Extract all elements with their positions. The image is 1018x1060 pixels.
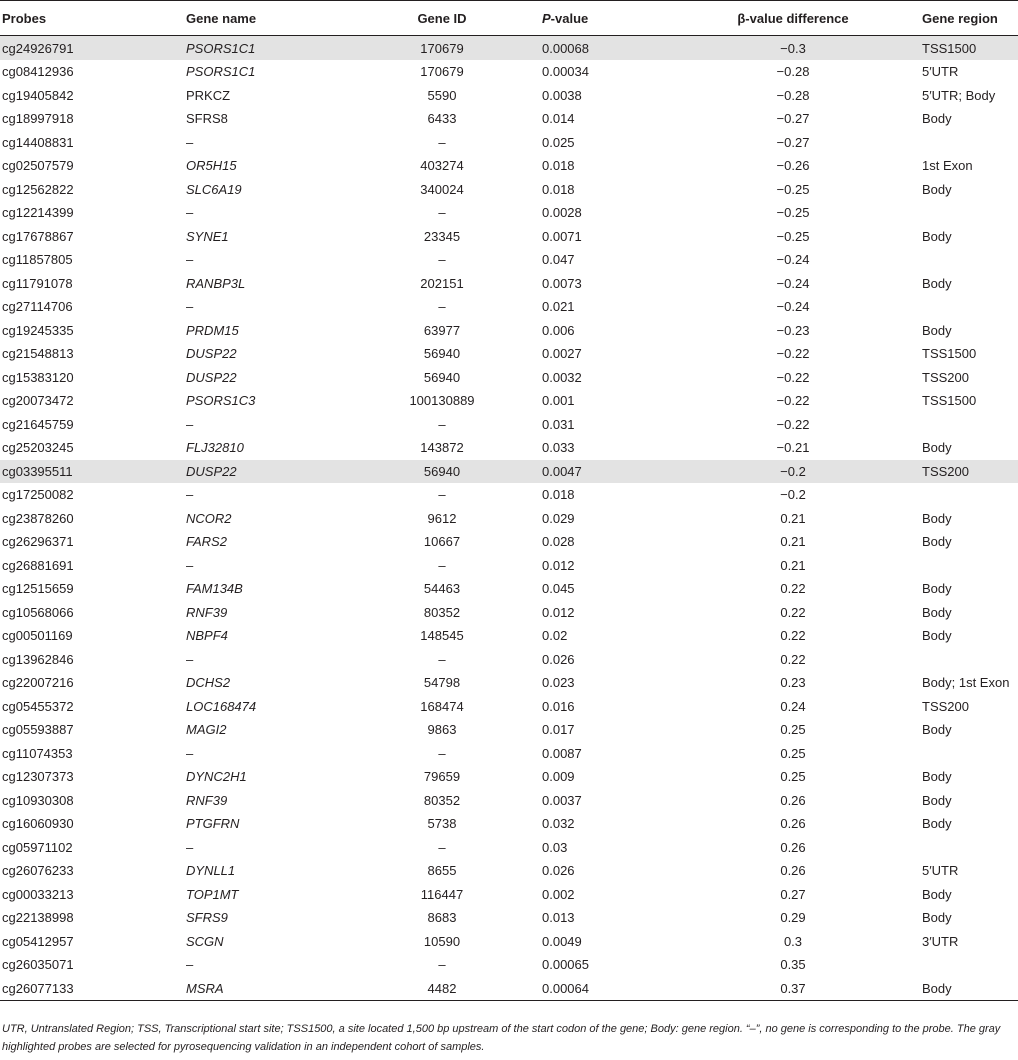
cell-beta-diff: 0.29: [780, 910, 806, 926]
cell-probe: cg00501169: [2, 628, 73, 644]
cell-gene-id: –: [438, 957, 446, 973]
cell-gene-region: 1st Exon: [922, 158, 973, 174]
cell-beta-diff: −0.28: [776, 87, 810, 103]
cell-probe: cg25203245: [2, 440, 74, 456]
cell-gene-id: 8655: [427, 863, 457, 879]
cell-p-value: 0.028: [542, 534, 575, 550]
cell-gene-id: 9863: [427, 722, 457, 738]
cell-gene-region: TSS1500: [922, 346, 977, 362]
cell-gene-id: –: [438, 651, 446, 667]
cell-beta-diff: 0.24: [780, 698, 806, 714]
cell-gene-region: Body; 1st Exon: [922, 675, 1010, 691]
cell-gene-name: –: [186, 957, 194, 973]
cell-p-value: 0.014: [542, 111, 575, 127]
cell-gene-region: TSS200: [922, 369, 969, 385]
cell-probe: cg10930308: [2, 792, 74, 808]
cell-beta-diff: 0.25: [780, 722, 806, 738]
cell-gene-id: 4482: [344, 977, 540, 1001]
cell-gene-id: 56940: [423, 369, 461, 385]
cell-probe: cg11857805: [2, 252, 73, 268]
table-row: [0, 131, 1018, 155]
table-row: [0, 413, 1018, 437]
cell-gene-region: [918, 413, 1018, 437]
cell-gene-id: 116447: [420, 886, 464, 902]
cell-gene-region: [918, 953, 1018, 977]
cell-p-value: 0.001: [542, 393, 575, 409]
cell-gene-name: SFRS8: [186, 111, 228, 127]
cell-gene-name: –: [186, 839, 194, 855]
cell-gene-region: Body: [922, 792, 952, 808]
cell-probe: cg21645759: [2, 416, 74, 432]
cell-gene-region: Body: [922, 322, 952, 338]
cell-beta-diff: 0.26: [780, 839, 806, 855]
cell-gene-id: 63977: [423, 322, 461, 338]
cell-gene-name: MAGI2: [186, 722, 227, 738]
table-row: [0, 36, 1018, 61]
cell-probe: cg12562822: [2, 181, 74, 197]
cell-gene-name: –: [186, 745, 194, 761]
cell-gene-name: FARS2: [186, 534, 227, 550]
cell-p-value: 0.025: [542, 134, 575, 150]
cell-gene-id: 8683: [427, 910, 457, 926]
cell-gene-region: [918, 295, 1018, 319]
cell-gene-id: 148545: [420, 628, 464, 644]
cell-gene-id: 143872: [420, 440, 464, 456]
cell-probe: cg26296371: [2, 534, 74, 550]
cell-p-value: 0.031: [542, 416, 575, 432]
cell-gene-id: 5590: [427, 87, 457, 103]
cell-gene-region: [918, 742, 1018, 766]
cell-beta-diff: 0.35: [780, 957, 806, 973]
table-row: [0, 295, 1018, 319]
cell-p-value: 0.0038: [542, 87, 582, 103]
cell-probe: cg23878260: [2, 510, 74, 526]
cell-probe: cg02507579: [2, 158, 74, 174]
cell-beta-diff: 0.26: [780, 863, 806, 879]
table-row: [0, 84, 1018, 108]
cell-gene-id: 100130889: [409, 393, 475, 409]
table-row: [0, 154, 1018, 178]
cell-gene-region: [918, 201, 1018, 225]
cell-gene-region: 5′UTR: [922, 64, 959, 80]
table-row: [0, 272, 1018, 296]
header-gene-name: Gene name: [184, 1, 344, 36]
cell-probe: cg12307373: [2, 769, 74, 785]
table-footnote: UTR, Untranslated Region; TSS, Transcriptional start site; TSS1500, a site located 1,500 bp upstream of the start codon of the gene; Body: gene region. “–”, no gene is corresponding to the probe. The gray highlighted probes are selected for pyrosequencing validation in an independent cohort of samples.: [2, 1023, 1001, 1053]
cell-gene-region: Body: [918, 977, 1018, 1001]
cell-gene-name: RNF39: [186, 792, 228, 808]
cell-beta-diff: 0.26: [780, 792, 806, 808]
cell-probe: cg12515659: [2, 581, 74, 597]
cell-beta-diff: −0.25: [776, 205, 810, 221]
cell-beta-diff: −0.24: [776, 275, 810, 291]
cell-beta-diff: −0.27: [776, 134, 810, 150]
cell-beta-diff: 0.3: [783, 933, 803, 949]
cell-gene-region: [918, 131, 1018, 155]
table-row: [0, 342, 1018, 366]
cell-gene-region: Body: [922, 604, 952, 620]
cell-p-value: 0.00065: [542, 957, 589, 973]
cell-p-value: 0.033: [542, 440, 575, 456]
cell-gene-region: Body: [922, 769, 952, 785]
cell-beta-diff: 0.23: [780, 675, 806, 691]
cell-beta-diff: −0.28: [776, 64, 810, 80]
cell-gene-region: Body: [922, 628, 952, 644]
cell-beta-diff: 0.22: [780, 581, 806, 597]
cell-p-value: 0.0073: [542, 275, 582, 291]
cell-gene-id: –: [438, 839, 446, 855]
cell-probe: cg18997918: [2, 111, 74, 127]
table-row: [0, 178, 1018, 202]
cell-gene-region: TSS1500: [922, 393, 977, 409]
cell-p-value: 0.00068: [540, 36, 668, 61]
cell-beta-diff: 0.21: [780, 510, 806, 526]
table-row: [0, 977, 1018, 1001]
cell-probe: cg27114706: [2, 299, 73, 315]
cell-gene-name: –: [186, 557, 194, 573]
cell-beta-diff: 0.22: [780, 651, 806, 667]
cell-gene-id: –: [438, 745, 446, 761]
cell-gene-name: TOP1MT: [186, 886, 239, 902]
cell-p-value: 0.0037: [542, 792, 582, 808]
cell-gene-region: TSS1500: [918, 36, 1018, 61]
table-row: [0, 718, 1018, 742]
table-row: [0, 836, 1018, 860]
cell-beta-diff: −0.22: [776, 346, 810, 362]
cell-beta-diff: 0.27: [780, 886, 806, 902]
cell-gene-name: PRDM15: [186, 322, 239, 338]
cell-probe: cg05412957: [2, 933, 74, 949]
cell-probe: cg08412936: [2, 64, 74, 80]
cell-beta-diff: 0.37: [668, 977, 918, 1001]
cell-gene-name: FLJ32810: [186, 440, 244, 456]
cell-p-value: 0.045: [542, 581, 575, 597]
table-row: [0, 601, 1018, 625]
cell-gene-id: –: [438, 299, 446, 315]
cell-beta-diff: −0.25: [776, 228, 810, 244]
cell-p-value: 0.0071: [542, 228, 582, 244]
cell-p-value: 0.00034: [542, 64, 589, 80]
table-row: [0, 460, 1018, 484]
cell-gene-name: PRKCZ: [186, 87, 231, 103]
cell-gene-name: DUSP22: [184, 460, 344, 484]
cell-gene-name: PTGFRN: [186, 816, 240, 832]
cell-gene-region: [918, 648, 1018, 672]
cell-beta-diff: −0.22: [776, 393, 810, 409]
cell-gene-name: –: [186, 416, 194, 432]
cell-p-value: 0.023: [542, 675, 575, 691]
cell-gene-region: Body: [922, 534, 952, 550]
cell-probe: cg26035071: [2, 957, 74, 973]
cell-p-value: 0.018: [542, 181, 575, 197]
cell-gene-region: [918, 836, 1018, 860]
cell-gene-name: MSRA: [184, 977, 344, 1001]
cell-gene-name: DUSP22: [186, 346, 237, 362]
cell-gene-name: LOC168474: [186, 698, 257, 714]
cell-gene-id: –: [438, 252, 446, 268]
cell-beta-diff: −0.22: [776, 416, 810, 432]
cell-gene-id: –: [438, 205, 446, 221]
cell-gene-name: PSORS1C1: [184, 36, 344, 61]
header-gene-id: Gene ID: [344, 1, 540, 36]
cell-gene-name: PSORS1C3: [186, 393, 256, 409]
header-p-value: [540, 1, 668, 36]
cell-p-value: 0.026: [542, 863, 575, 879]
header-p-value-suffix: -value: [550, 10, 589, 26]
cell-gene-id: 56940: [423, 346, 461, 362]
cell-p-value: 0.018: [542, 158, 575, 174]
cell-gene-region: Body: [922, 275, 952, 291]
cell-gene-region: [918, 483, 1018, 507]
cell-gene-region: Body: [922, 722, 952, 738]
cell-gene-id: 10590: [423, 933, 461, 949]
cell-gene-name: SFRS9: [186, 910, 228, 926]
header-gene-region: Gene region: [918, 1, 1018, 36]
cell-gene-region: Body: [922, 816, 952, 832]
cell-probe: cg05971102: [2, 839, 73, 855]
cell-probe: cg14408831: [2, 134, 74, 150]
cell-p-value: 0.00064: [540, 977, 668, 1001]
cell-gene-id: 168474: [420, 698, 464, 714]
cell-beta-diff: −0.22: [776, 369, 810, 385]
table-header-row: [0, 1, 1018, 36]
cell-gene-id: –: [438, 487, 446, 503]
cell-beta-diff: 0.21: [780, 557, 806, 573]
cell-gene-name: –: [186, 299, 194, 315]
cell-gene-id: 80352: [423, 604, 461, 620]
cell-gene-name: –: [186, 134, 194, 150]
cell-gene-name: DYNLL1: [186, 863, 236, 879]
cell-probe: cg00033213: [2, 886, 74, 902]
cell-gene-region: Body: [922, 581, 952, 597]
cell-probe: cg21548813: [2, 346, 74, 362]
cell-p-value: 0.0049: [542, 933, 582, 949]
cell-probe: cg05593887: [2, 722, 74, 738]
cell-probe: cg17678867: [2, 228, 74, 244]
table-row: [0, 812, 1018, 836]
cell-gene-name: FAM134B: [186, 581, 243, 597]
cell-gene-id: 79659: [423, 769, 461, 785]
table-row: [0, 389, 1018, 413]
cell-probe: cg26076233: [2, 863, 74, 879]
table-row: [0, 953, 1018, 977]
cell-beta-diff: 0.22: [780, 604, 806, 620]
table-row: [0, 530, 1018, 554]
cell-gene-id: 5738: [427, 816, 457, 832]
cell-probe: cg20073472: [2, 393, 74, 409]
cell-p-value: 0.0027: [542, 346, 582, 362]
cell-p-value: 0.012: [542, 604, 575, 620]
cell-probe: cg19245335: [2, 322, 74, 338]
table-row: [0, 624, 1018, 648]
cell-beta-diff: 0.25: [780, 745, 806, 761]
header-probes: Probes: [0, 1, 184, 36]
cell-gene-name: SYNE1: [186, 228, 229, 244]
cell-gene-name: RNF39: [186, 604, 228, 620]
cell-p-value: 0.0047: [540, 460, 668, 484]
cell-gene-name: RANBP3L: [186, 275, 246, 291]
cell-beta-diff: −0.2: [780, 487, 806, 503]
cell-p-value: 0.0028: [542, 205, 582, 221]
cell-p-value: 0.016: [542, 698, 575, 714]
cell-gene-id: 80352: [423, 792, 461, 808]
cell-gene-id: –: [438, 416, 446, 432]
cell-gene-id: 10667: [423, 534, 461, 550]
cell-p-value: 0.03: [542, 839, 568, 855]
table-body: [0, 36, 1018, 1001]
cell-gene-region: [918, 554, 1018, 578]
cell-p-value: 0.006: [542, 322, 575, 338]
table-row: [0, 859, 1018, 883]
cell-p-value: 0.02: [542, 628, 568, 644]
cell-gene-region: Body: [922, 440, 952, 456]
cell-gene-name: OR5H15: [186, 158, 237, 174]
cell-gene-name: NCOR2: [186, 510, 232, 526]
cell-gene-region: Body: [922, 228, 952, 244]
cell-gene-region: Body: [922, 181, 952, 197]
table-row: [0, 671, 1018, 695]
table-row: [0, 930, 1018, 954]
cell-beta-diff: −0.24: [776, 299, 810, 315]
cell-beta-diff: −0.27: [776, 111, 810, 127]
cell-p-value: 0.0087: [542, 745, 582, 761]
cell-gene-id: 23345: [423, 228, 461, 244]
cell-probe: cg26077133: [0, 977, 184, 1001]
table-row: [0, 789, 1018, 813]
table-row: [0, 436, 1018, 460]
cell-p-value: 0.021: [542, 299, 575, 315]
cell-p-value: 0.047: [542, 252, 575, 268]
cell-probe: cg12214399: [2, 205, 74, 221]
cell-p-value: 0.029: [542, 510, 575, 526]
cell-beta-diff: −0.3: [668, 36, 918, 61]
table-row: [0, 577, 1018, 601]
cell-probe: cg03395511: [0, 460, 184, 484]
cell-gene-id: 170679: [344, 36, 540, 61]
cell-probe: cg15383120: [2, 369, 74, 385]
cell-p-value: 0.017: [542, 722, 575, 738]
table-row: [0, 507, 1018, 531]
cell-gene-name: –: [186, 487, 194, 503]
cell-probe: cg10568066: [2, 604, 74, 620]
header-p-value-italic: P: [542, 10, 551, 26]
table-row: [0, 883, 1018, 907]
cell-probe: cg19405842: [2, 87, 74, 103]
cell-p-value: 0.012: [542, 557, 575, 573]
table-row: [0, 60, 1018, 84]
table-row: [0, 319, 1018, 343]
cell-gene-id: 54463: [423, 581, 461, 597]
table-row: [0, 483, 1018, 507]
cell-gene-region: [918, 248, 1018, 272]
cell-gene-region: Body: [922, 111, 952, 127]
cell-beta-diff: −0.25: [776, 181, 810, 197]
cell-beta-diff: 0.25: [780, 769, 806, 785]
cell-gene-name: –: [186, 205, 194, 221]
cell-gene-id: 340024: [420, 181, 464, 197]
cell-gene-name: DUSP22: [186, 369, 237, 385]
cell-p-value: 0.026: [542, 651, 575, 667]
cell-p-value: 0.032: [542, 816, 575, 832]
table-row: [0, 554, 1018, 578]
cell-gene-id: 170679: [420, 64, 464, 80]
cell-gene-region: TSS200: [918, 460, 1018, 484]
cell-probe: cg22138998: [2, 910, 74, 926]
cell-gene-region: 3′UTR: [922, 933, 959, 949]
cell-gene-name: SLC6A19: [186, 181, 242, 197]
cell-gene-region: Body: [922, 510, 952, 526]
cell-gene-id: 6433: [427, 111, 457, 127]
table-row: [0, 248, 1018, 272]
table-row: [0, 201, 1018, 225]
table-row: [0, 648, 1018, 672]
table-row: [0, 366, 1018, 390]
cell-p-value: 0.002: [542, 886, 575, 902]
cell-beta-diff: 0.26: [780, 816, 806, 832]
table-row: [0, 742, 1018, 766]
cell-gene-name: PSORS1C1: [186, 64, 256, 80]
cell-probe: cg17250082: [2, 487, 74, 503]
cell-gene-name: –: [186, 252, 194, 268]
cell-gene-name: DCHS2: [186, 675, 231, 691]
cell-beta-diff: −0.24: [776, 252, 810, 268]
header-beta-difference: β-value difference: [668, 1, 918, 36]
cell-gene-name: NBPF4: [186, 628, 228, 644]
cell-p-value: 0.013: [542, 910, 575, 926]
cell-gene-name: –: [186, 651, 194, 667]
cell-beta-diff: −0.2: [668, 460, 918, 484]
cell-probe: cg26881691: [2, 557, 74, 573]
cell-gene-region: 5′UTR: [922, 863, 959, 879]
cell-beta-diff: −0.23: [776, 322, 810, 338]
cell-gene-region: TSS200: [922, 698, 969, 714]
cell-gene-id: 56940: [344, 460, 540, 484]
cell-gene-id: 202151: [420, 275, 464, 291]
cell-probe: cg16060930: [2, 816, 74, 832]
cell-p-value: 0.018: [542, 487, 575, 503]
cell-probe: cg22007216: [2, 675, 74, 691]
cell-gene-id: 9612: [427, 510, 457, 526]
table-row: [0, 225, 1018, 249]
cell-beta-diff: −0.21: [776, 440, 810, 456]
cell-gene-name: DYNC2H1: [186, 769, 247, 785]
cell-gene-name: SCGN: [186, 933, 224, 949]
cell-beta-diff: 0.21: [780, 534, 806, 550]
cell-p-value: 0.0032: [542, 369, 582, 385]
cell-beta-diff: −0.26: [776, 158, 810, 174]
cell-gene-region: Body: [922, 886, 952, 902]
cell-gene-id: 403274: [420, 158, 464, 174]
table-row: [0, 765, 1018, 789]
cell-gene-region: Body: [922, 910, 952, 926]
cell-probe: cg11791078: [2, 275, 73, 291]
cell-probe: cg11074353: [2, 745, 73, 761]
cell-probe: cg13962846: [2, 651, 74, 667]
table-row: [0, 107, 1018, 131]
table-row: [0, 906, 1018, 930]
cell-beta-diff: 0.22: [780, 628, 806, 644]
table-row: [0, 695, 1018, 719]
cell-gene-region: 5′UTR; Body: [922, 87, 996, 103]
cell-probe: cg24926791: [0, 36, 184, 61]
cell-probe: cg05455372: [2, 698, 74, 714]
cell-gene-id: –: [438, 134, 446, 150]
cell-p-value: 0.009: [542, 769, 575, 785]
cell-gene-id: –: [438, 557, 446, 573]
cell-gene-id: 54798: [423, 675, 461, 691]
